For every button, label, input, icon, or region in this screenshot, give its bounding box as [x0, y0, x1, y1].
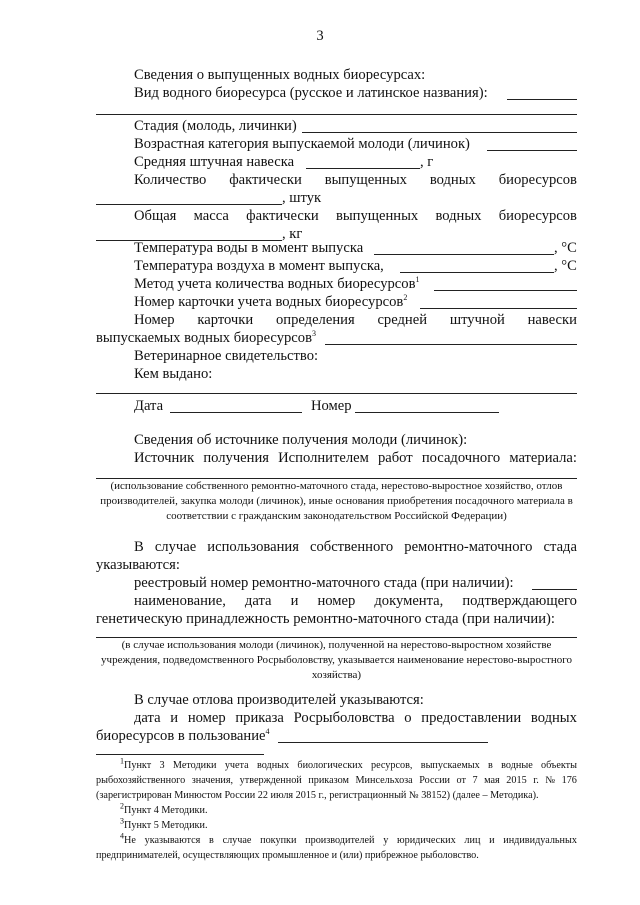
water-temp-label: Температура воды в момент выпуска [134, 240, 364, 256]
issued-by-field-line[interactable] [96, 393, 577, 394]
broodstock-line-2: указываются: [96, 557, 180, 573]
air-temp-field-line[interactable] [400, 272, 554, 273]
footnote-2: $^2$Пункт 4 Методики. [120, 801, 208, 816]
weight-card-field-line[interactable] [325, 344, 577, 345]
age-category-field-line[interactable] [487, 150, 577, 151]
quantity-field-line[interactable] [96, 204, 282, 205]
registry-number-field-line[interactable] [532, 589, 577, 590]
total-mass-unit: , кг [282, 226, 303, 242]
age-category-label: Возрастная категория выпускаемой молоди (личинок) [134, 136, 470, 152]
record-card-field-line[interactable] [420, 308, 577, 309]
broodstock-line: В случае использования собственного ремонтно-маточного стада [134, 539, 577, 555]
avg-weight-label: Средняя штучная навеска [134, 154, 295, 170]
footnote-1-line-3: (зарегистрирован Минюстом России 22 июля 2015 г., регистрационный № 38152) (далее – Методика). [96, 790, 539, 801]
issued-by-label: Кем выдано: [134, 366, 213, 382]
species-label: Вид водного биоресурса (русское и латинское названия): [134, 85, 488, 101]
source-line: Источник получения Исполнителем работ посадочного материала: [134, 450, 577, 466]
footnote-4: $^4$Не указываются в случае покупки производителей у юридических лиц и индивидуальных [120, 831, 577, 846]
counting-method-field-line[interactable] [434, 290, 577, 291]
footnote-1-line-2: рыбохозяйственного значения, утвержденной приказом Минсельхоза России от 7 мая 2015 г. № 176 [96, 775, 577, 786]
date-field-line[interactable] [170, 412, 302, 413]
genetic-doc-line-2: генетическую принадлежность ремонтно-маточного стада (при наличии): [96, 611, 555, 627]
catch-heading: В случае отлова производителей указываются: [134, 692, 424, 708]
released-heading: Сведения о выпущенных водных биоресурсах: [134, 67, 426, 83]
avg-weight-unit: , г [420, 154, 434, 170]
source-note: (использование собственного ремонтно-маточного стада, нерестово-выростное хозяйство, отлов производителей, закупка молоди (личинок), иные основания приобретения посадочного материала в соответствии с гражданским законодательством Российской Федерации) [100, 480, 573, 522]
quantity-unit: , штук [282, 190, 322, 206]
weight-card-line-2: выпускаемых водных биоресурсов$^3$ [96, 329, 316, 346]
number-field-line[interactable] [355, 412, 499, 413]
catch-order-line-2: биоресурсов в пользование$^4$ [96, 727, 270, 744]
vet-certificate-label: Ветеринарное свидетельство: [134, 348, 319, 364]
catch-order-line: дата и номер приказа Росрыболовства о предоставлении водных [134, 710, 577, 726]
counting-method-label: Метод учета количества водных биоресурсов$^1$ [134, 275, 420, 292]
record-card-label: Номер карточки учета водных биоресурсов$^2$ [134, 293, 408, 310]
air-temp-label: Температура воздуха в момент выпуска, [134, 258, 384, 274]
broodstock-note: (в случае использования молоди (личинок), полученной на нерестово-выростном хозяйстве учреждения, подведомственного Росрыболовству, указывается наименование нерестово-выростного хозяйства) [101, 639, 572, 681]
water-temp-unit: , °С [554, 240, 577, 256]
species-field-line-2[interactable] [96, 114, 577, 115]
footnote-3: $^3$Пункт 5 Методики. [120, 816, 208, 831]
air-temp-unit: , °С [554, 258, 577, 274]
weight-card-line: Номер карточки определения средней штучной навески [134, 312, 577, 328]
stage-label: Стадия (молодь, личинки) [134, 118, 297, 134]
total-mass-line: Общая масса фактически выпущенных водных биоресурсов [134, 208, 577, 224]
species-field-line[interactable] [507, 99, 577, 100]
source-heading: Сведения об источнике получения молоди (личинок): [134, 432, 468, 448]
water-temp-field-line[interactable] [374, 254, 554, 255]
date-label: Дата [134, 398, 164, 414]
genetic-doc-line: наименование, дата и номер документа, подтверждающего [134, 593, 577, 609]
page-number: 3 [316, 28, 324, 44]
avg-weight-field-line[interactable] [306, 168, 420, 169]
footnote-1: $^1$Пункт 3 Методики учета водных биологических ресурсов, выпускаемых в водные объекты [120, 756, 577, 771]
number-label: Номер [311, 398, 352, 414]
footnote-4-line-2: предпринимателей, осуществляющих промышленное и (или) прибрежное рыболовство. [96, 850, 479, 861]
footnote-separator [96, 754, 264, 755]
catch-order-field-line[interactable] [278, 742, 488, 743]
registry-number-label: реестровый номер ремонтно-маточного стада (при наличии): [134, 575, 514, 591]
stage-field-line[interactable] [302, 132, 577, 133]
quantity-line: Количество фактически выпущенных водных биоресурсов [134, 172, 577, 188]
